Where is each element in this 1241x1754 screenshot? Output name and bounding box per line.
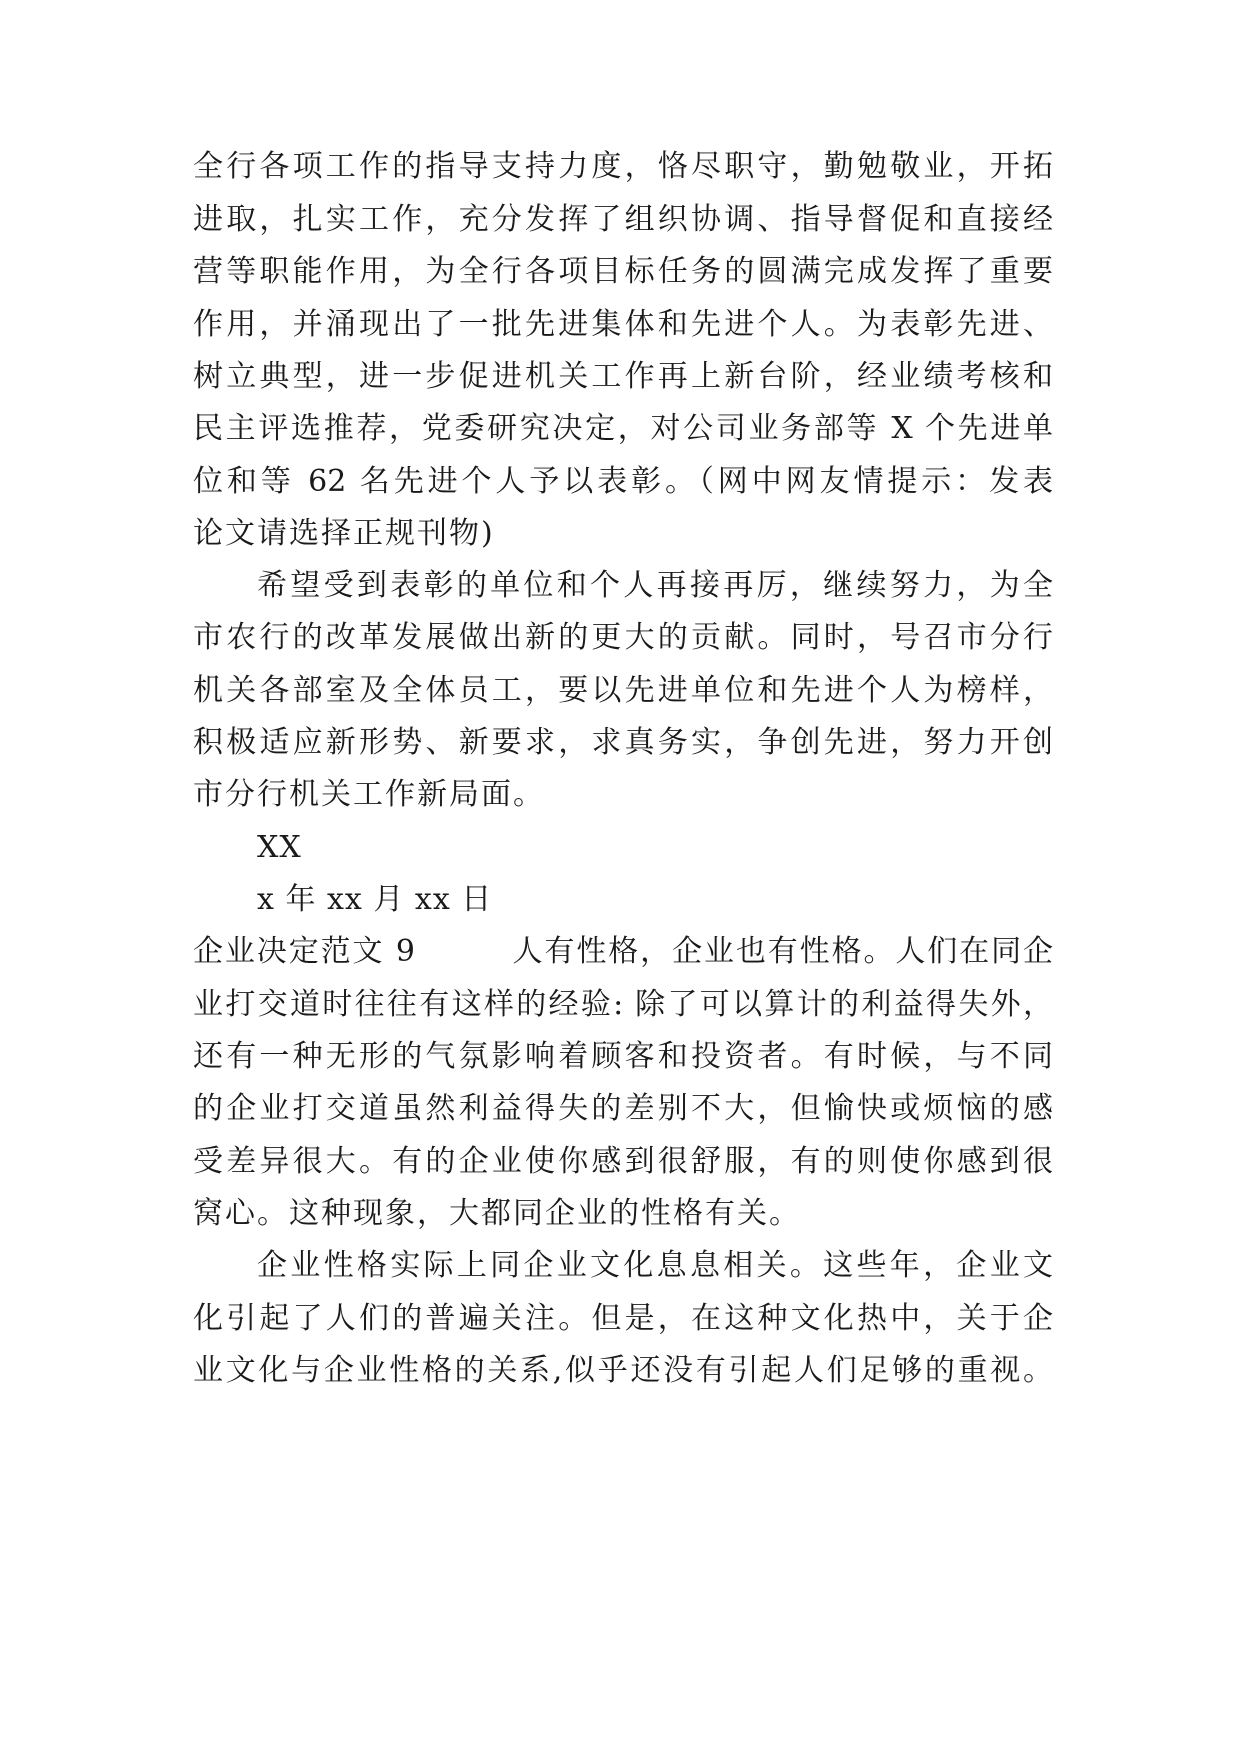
text-line: 市农行的改革发展做出新的更大的贡献。同时，号召市分行 — [193, 620, 1053, 655]
text-line: 业打交道时往往有这样的经验: 除了可以算计的利益得失外， — [193, 987, 1053, 1022]
text-line: 企业性格实际上同企业文化息息相关。这些年，企业文 — [257, 1248, 1053, 1283]
section-heading-line: 企业决定范文 9 人有性格，企业也有性格。人们在同企 — [193, 934, 1053, 969]
text-line: 希望受到表彰的单位和个人再接再厉，继续努力，为全 — [257, 568, 1053, 603]
text-line: 窝心。这种现象，大都同企业的性格有关。 — [193, 1196, 801, 1231]
text-line: 机关各部室及全体员工，要以先进单位和先进个人为榜样， — [193, 673, 1053, 708]
text-line: 化引起了人们的普遍关注。但是，在这种文化热中，关于企 — [193, 1301, 1053, 1336]
text-line: 论文请选择正规刊物) — [193, 516, 495, 551]
text-line: 还有一种无形的气氛影响着顾客和投资者。有时候，与不同 — [193, 1039, 1053, 1074]
text-line: 民主评选推荐，党委研究决定，对公司业务部等 X 个先进单 — [193, 411, 1053, 446]
text-line: 的企业打交道虽然利益得失的差别不大，但愉快或烦恼的感 — [193, 1091, 1053, 1126]
text-line: 全行各项工作的指导支持力度，恪尽职守，勤勉敬业，开拓 — [193, 149, 1053, 184]
text-line: 市分行机关工作新局面。 — [193, 777, 545, 812]
text-line: 位和等 62 名先进个人予以表彰。（网中网友情提示：发表 — [193, 464, 1053, 499]
text-line: 营等职能作用，为全行各项目标任务的圆满完成发挥了重要 — [193, 254, 1053, 289]
text-line: 受差异很大。有的企业使你感到很舒服，有的则使你感到很 — [193, 1144, 1053, 1179]
text-line: 作用，并涌现出了一批先进集体和先进个人。为表彰先进、 — [193, 307, 1053, 342]
signature-name: XX — [257, 830, 302, 865]
signature-date: x 年 xx 月 xx 日 — [257, 882, 493, 917]
text-line: 进取，扎实工作，充分发挥了组织协调、指导督促和直接经 — [193, 202, 1053, 237]
text-line: 树立典型，进一步促进机关工作再上新台阶，经业绩考核和 — [193, 359, 1053, 394]
text-line: 积极适应新形势、新要求，求真务实，争创先进，努力开创 — [193, 725, 1053, 760]
text-line: 业文化与企业性格的关系,似乎还没有引起人们足够的重视。 — [193, 1353, 1053, 1388]
